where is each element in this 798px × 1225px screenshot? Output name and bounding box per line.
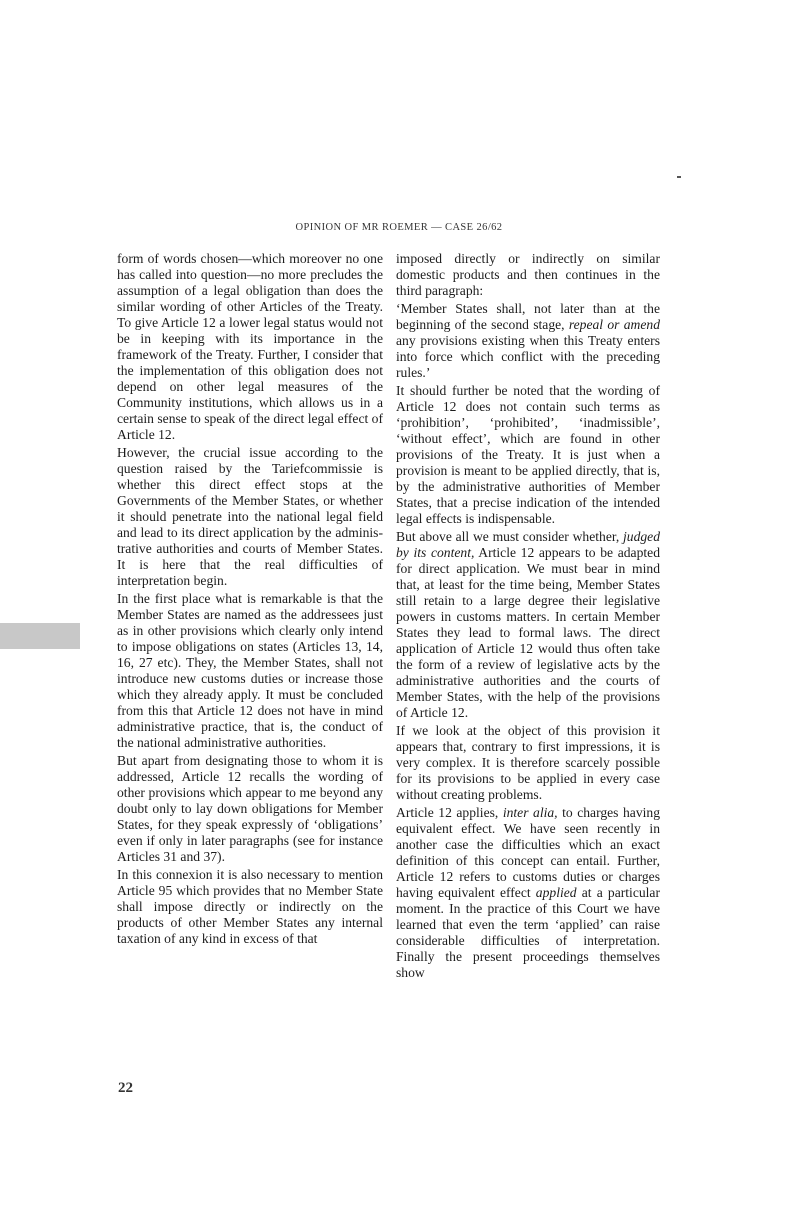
- scan-speck: [677, 176, 681, 178]
- quote-text: ‘Member States shall, not later than at the beginning of the second stage,: [396, 301, 660, 332]
- running-head: OPINION OF MR ROEMER — CASE 26/62: [295, 222, 503, 233]
- paragraph: However, the crucial issue according to the question raised by the Tariefcommissie is whether this direct effect stops at the Governments of the Member States, or whether it should penetrate into the national legal field and lead to its direct application by the administrative authorities and courts of Member States. It is here that the real difficulties of interpretation begin.: [117, 445, 383, 588]
- page-number: 22: [118, 1080, 133, 1096]
- paragraph: form of words chosen—which moreover no one has called into question—no more precludes the assumption of a legal obligation than does the similar wording of other Articles of the Treaty. To give Article 12 a lower legal status would not be in keeping with its importance in the framework of the Treaty. Further, I consider that the implementation of this obligation does not depend on other legal measures of the Community institutions, which allows us in a certain sense to speak of the direct legal effect of Article 12.: [117, 251, 383, 442]
- paragraph: But apart from designating those to whom it is addressed, Article 12 recalls the wording of other provisions which appear to me beyond any doubt only to lay down obligations for Member States, for they speak expressly of ‘obligations’ even if only in later paragraphs (see for instance Articles 31 and 37).: [117, 753, 383, 864]
- emphasis: applied: [535, 885, 577, 900]
- paragraph: [396, 529, 660, 721]
- text-run: Article 12 appears to be adapted for direct application. We must bear in mind that, at least for the time being, Member States still retain to a large degree their legislative powers in customs matters. In certain Member States they lead to formal laws. The direct application of Article 12 would thus often take the form of a review of legislative acts by the administrative authorities and the courts of Member States, with the help of the provisions of Article 12.: [396, 545, 660, 720]
- paragraph: It should further be noted that the wording of Article 12 does not contain such terms as ‘prohibition’, ‘prohibited’, ‘inadmissible’, ‘without effect’, which are found in other provisions of the Treaty. It is just when a provision is meant to be applied directly, that is, by the administrative authorities of Member States, that a precise indication of the intended legal effects is indispensable.: [396, 383, 660, 526]
- text-run: Article 12 applies,: [396, 805, 503, 820]
- text-run: to charges having equivalent effect. We have seen recently in another case the difficulties which an exact definition of this concept can entail. Further, Article 12 refers to customs duties or charges having equivalent effect: [396, 805, 660, 900]
- emphasis: judged by its content,: [396, 529, 660, 560]
- left-column: [117, 251, 383, 947]
- emphasis: repeal or amend: [568, 317, 660, 332]
- paragraph: [396, 805, 660, 981]
- text-run: at a particular moment. In the practice of this Court we have learned that even the term ‘applied’ can raise considerable difficulties of interpretation. Finally the present proceedings themselves show: [396, 885, 660, 980]
- right-column: [396, 251, 660, 981]
- quoted-paragraph: [396, 301, 660, 381]
- text-run: But above all we must consider whether,: [396, 529, 623, 544]
- paragraph: In this connexion it is also necessary to mention Article 95 which provides that no Member State shall impose directly or indirectly on the products of other Member States any internal taxation of any kind in excess of that: [117, 867, 383, 946]
- emphasis: inter alia,: [502, 805, 558, 820]
- paragraph: In the first place what is remarkable is that the Member States are named as the addressees just as in other provisions which clearly only intend to impose obligations on states (Articles 13, 14, 16, 27 etc). They, the Member States, shall not introduce new customs duties or increase those which they already apply. It must be concluded from this that Article 12 does not have in mind administrative practice, that is, the conduct of the national administrative authorities.: [117, 591, 383, 750]
- margin-tab: [0, 623, 80, 649]
- paragraph: imposed directly or indirectly on similar domestic products and then continues in the third paragraph:: [396, 251, 660, 298]
- quote-text: any provisions existing when this Treaty enters into force which conflict with the preceding rules.’: [396, 333, 660, 380]
- paragraph: If we look at the object of this provision it appears that, contrary to first impressions, it is very complex. It is therefore scarcely possible for its provisions to be applied in every case without creating problems.: [396, 723, 660, 802]
